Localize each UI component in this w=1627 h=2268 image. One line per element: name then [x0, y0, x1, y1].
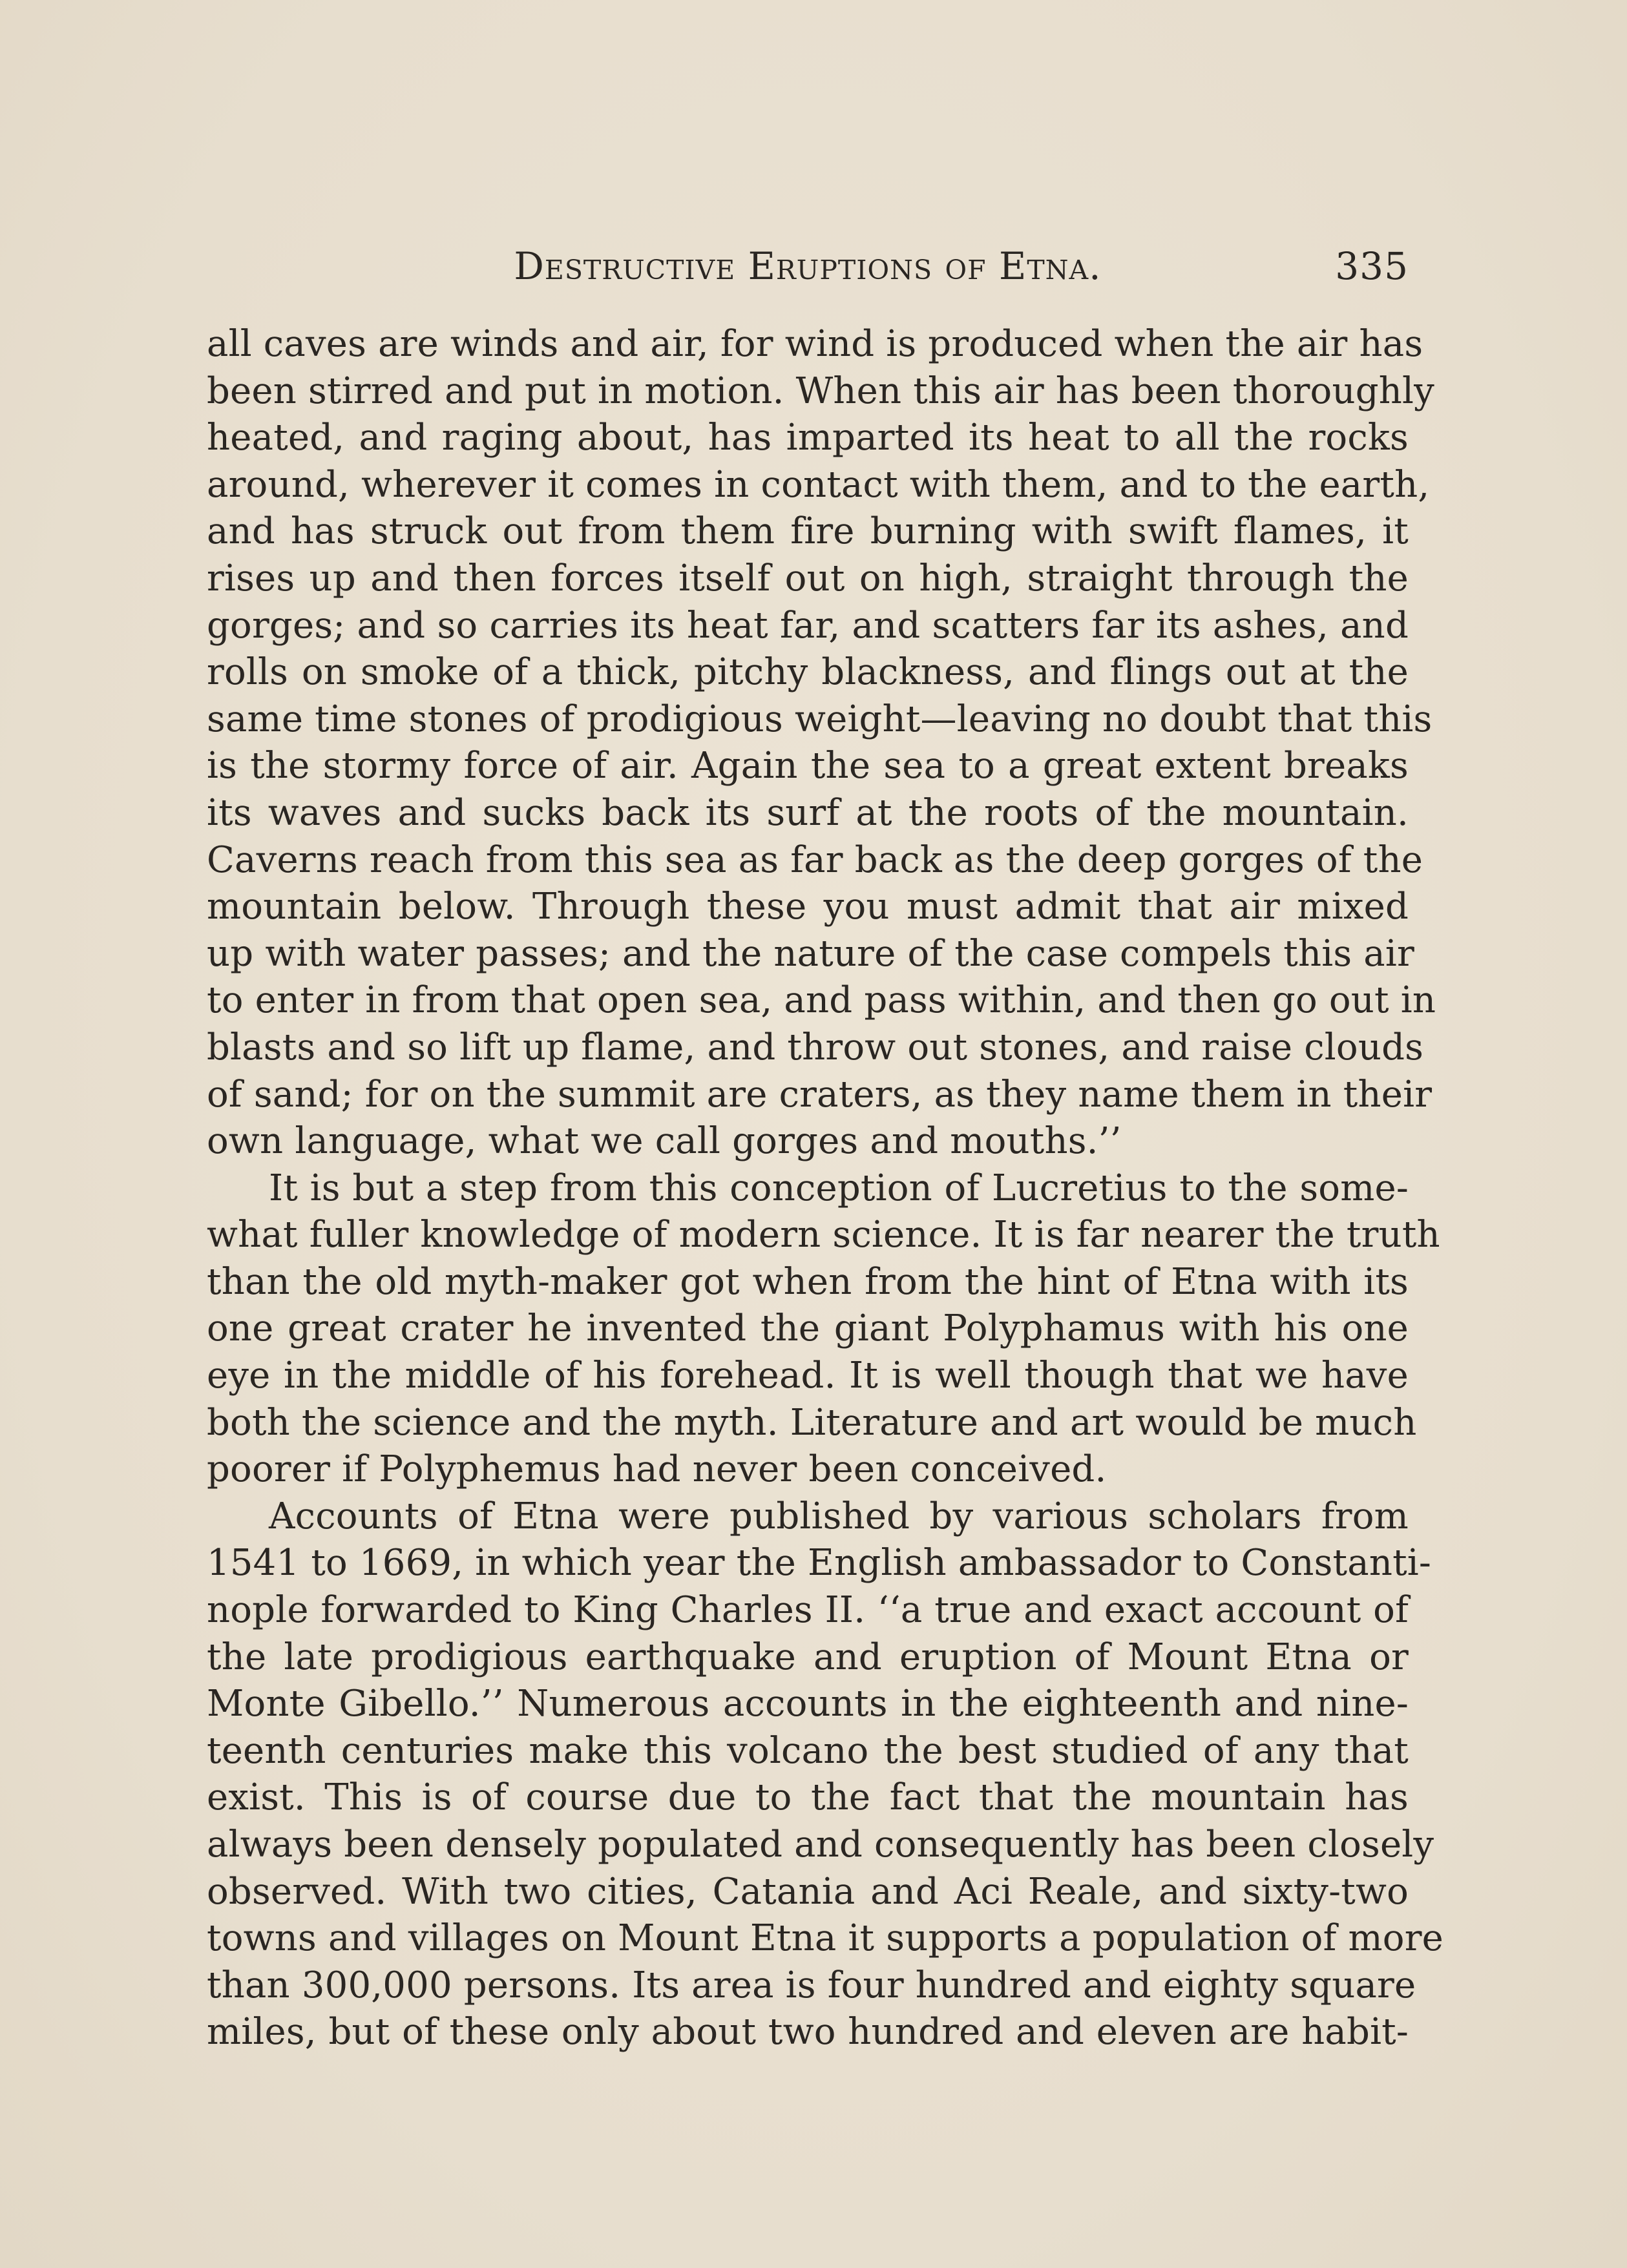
text-line: gorges; and so carries its heat far, and scatters far its ashes, and: [207, 604, 1409, 647]
text-line: mountain below. Through these you must admit that air mixed: [207, 886, 1409, 928]
text-line: teenth centuries make this volcano the best studied of any that: [207, 1729, 1409, 1772]
text-line: the late prodigious earthquake and eruption of Mount Etna or: [207, 1636, 1409, 1678]
body-text: [207, 321, 1444, 2056]
text-line: to enter in from that open sea, and pass within, and then go out in: [207, 979, 1436, 1022]
text-line: 1541 to 1669, in which year the English ambassador to Constanti-: [207, 1542, 1432, 1585]
text-line: towns and villages on Mount Etna it supports a population of more: [207, 1917, 1444, 1960]
text-line: what fuller knowledge of modern science. It is far nearer the truth: [207, 1214, 1440, 1256]
text-line: and has struck out from them fire burning with swift flames, it: [207, 510, 1409, 553]
text-line: of sand; for on the summit are craters, as they name them in their: [207, 1073, 1433, 1116]
text-line: own language, what we call gorges and mouths.’’: [207, 1120, 1122, 1163]
text-line: one great crater he invented the giant Polyphamus with his one: [207, 1307, 1409, 1350]
text-line: around, wherever it comes in contact with them, and to the earth,: [207, 463, 1430, 506]
text-line: rolls on smoke of a thick, pitchy blackness, and flings out at the: [207, 651, 1409, 694]
running-head: [207, 240, 1409, 292]
page-number: 335: [1335, 244, 1409, 288]
text-line: Accounts of Etna were published by various scholars from: [269, 1495, 1409, 1537]
text-line: miles, but of these only about two hundred and eleven are habit-: [207, 2011, 1409, 2054]
text-line: eye in the middle of his forehead. It is well though that we have: [207, 1355, 1409, 1397]
text-line: rises up and then forces itself out on high, straight through the: [207, 557, 1409, 599]
text-line: always been densely populated and consequently has been closely: [207, 1824, 1434, 1866]
text-line: It is but a step from this conception of Lucretius to the some-: [269, 1167, 1409, 1209]
text-line: up with water passes; and the nature of the case compels this air: [207, 932, 1414, 975]
text-line: exist. This is of course due to the fact that the mountain has: [207, 1776, 1409, 1819]
text-line: Caverns reach from this sea as far back as the deep gorges of the: [207, 838, 1423, 881]
text-line: its waves and sucks back its surf at the roots of the mountain.: [207, 791, 1409, 834]
text-line: both the science and the myth. Literature and art would be much: [207, 1401, 1417, 1444]
text-line: all caves are winds and air, for wind is produced when the air has: [207, 323, 1423, 365]
text-line: been stirred and put in motion. When this air has been thoroughly: [207, 369, 1434, 412]
text-line: nople forwarded to King Charles II. ‘‘a true and exact account of: [207, 1589, 1409, 1632]
text-line: poorer if Polyphemus had never been conceived.: [207, 1448, 1107, 1491]
text-line: heated, and raging about, has imparted its heat to all the rocks: [207, 417, 1409, 459]
text-line: is the stormy force of air. Again the sea to a great extent breaks: [207, 745, 1409, 787]
text-line: observed. With two cities, Catania and Aci Reale, and sixty-two: [207, 1870, 1409, 1913]
text-line: than 300,000 persons. Its area is four hundred and eighty square: [207, 1964, 1416, 2006]
text-line: same time stones of prodigious weight—leaving no doubt that this: [207, 698, 1433, 740]
text-line: than the old myth-maker got when from the hint of Etna with its: [207, 1260, 1409, 1303]
text-line: Monte Gibello.’’ Numerous accounts in the eighteenth and nine-: [207, 1683, 1409, 1725]
running-title: Destructive Eruptions of Etna.: [514, 244, 1102, 288]
text-line: blasts and so lift up flame, and throw out stones, and raise clouds: [207, 1026, 1424, 1068]
